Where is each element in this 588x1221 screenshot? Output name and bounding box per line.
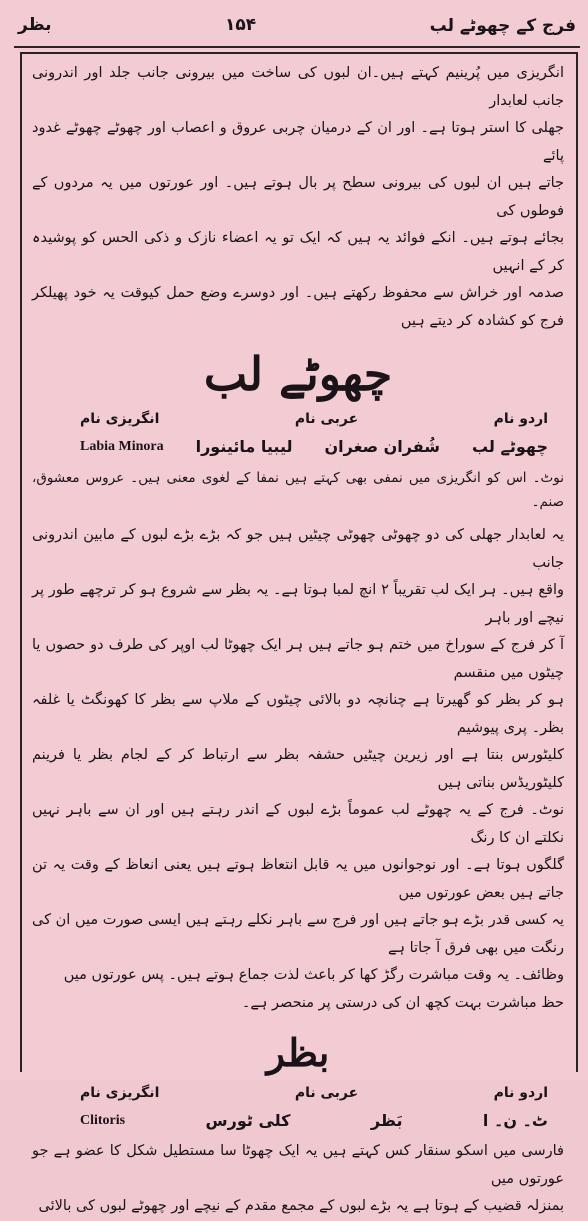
header-rule xyxy=(14,46,580,48)
label-arabic-name: عربی نام xyxy=(294,1085,359,1101)
intro-line: بجائے ہوتے ہیں۔ انکے فوائد یہ ہیں کہ ایک تو یہ اعضاء نازک و ذکی الحس کو پوشیدہ کر کے انہیں xyxy=(32,230,564,274)
name-labels-row xyxy=(32,411,564,427)
name-values-row xyxy=(32,437,564,456)
urdu-name: چھوٹے لب xyxy=(471,437,548,456)
chapter-title: فرج کے چھوٹے لب xyxy=(429,15,576,36)
label-urdu-name: اردو نام xyxy=(493,1085,548,1101)
urdu-name: ٹ۔ ن۔ ا xyxy=(482,1111,548,1130)
english-translit-name: لیبیا مائینورا xyxy=(195,437,293,456)
name-values-row xyxy=(32,1111,564,1130)
arabic-name: شُفران صغران xyxy=(324,437,440,456)
page-body xyxy=(32,60,565,1214)
page-number: ۱۵۴ xyxy=(224,15,257,35)
remark-line: یہ کسی قدر بڑے ہو جاتے ہیں اور فرج سے باہر نکلے رہتے ہیں ایسی صورت میں ان کی رنگت میں بھی فرق آ جاتا ہے xyxy=(32,912,564,956)
body-line: بمنزلہ قضیب کے ہوتا ہے یہ بڑے لبوں کے مجمع مقدم کے نیچے اور چھوٹے لبوں کی بالائی xyxy=(38,1198,564,1214)
remark-line: گلگوں ہوتا ہے۔ اور نوجوانوں میں یہ قابل انتعاظ ہوتے ہیں یعنی انعاظ کے وقت یہ تن جاتے ہیں بعض عورتوں میں xyxy=(32,857,564,901)
remark-line: حظ مباشرت بہت کچھ ان کی درستی پر منحصر ہے۔ xyxy=(241,994,564,1011)
body-line: فارسی میں اسکو سنقار کس کہتے ہیں یہ ایک چھوٹا سا مستطیل شکل کا عضو ہے جو عورتوں میں xyxy=(32,1143,564,1187)
english-translit-name: کلی ٹورس xyxy=(205,1111,291,1130)
intro-line: انگریزی میں پُرینیم کہتے ہیں۔ان لبوں کی ساخت میں بیرونی جانب جلد اور اندرونی جانب لعابدار xyxy=(32,65,564,109)
label-urdu-name: اردو نام xyxy=(493,411,548,427)
label-arabic-name: عربی نام xyxy=(294,411,359,427)
intro-paragraph xyxy=(32,60,564,335)
latin-name: Labia Minora xyxy=(80,438,164,454)
section-note: نوٹ۔ اس کو انگریزی میں نمفی بھی کہتے ہیں نمفا کے لغوی معنی ہیں۔ عروس معشوق، صنم۔ xyxy=(32,470,564,510)
name-labels-row xyxy=(32,1085,564,1101)
intro-line: جاتے ہیں ان لبوں کی بیرونی سطح پر بال ہوتے ہیں۔ اور عورتوں میں یہ مردوں کے فوطوں کی xyxy=(32,175,564,219)
remark-line: نوٹ۔ فرج کے یہ چھوٹے لب عموماً بڑے لبوں کے اندر رہتے ہیں اور ان سے باہر نہیں نکلتے ان کا رنگ xyxy=(32,802,564,846)
running-title: بظر xyxy=(18,15,52,35)
section-title-clitoris: بظر xyxy=(266,1030,330,1075)
label-english-name: انگریزی نام xyxy=(80,1085,160,1101)
arabic-name: بَظر xyxy=(370,1111,403,1130)
labia-minora-description xyxy=(32,522,564,797)
page-header xyxy=(18,8,576,42)
body-line: واقع ہیں۔ ہر ایک لب تقریباً ۲ انچ لمبا ہوتا ہے۔ یہ بظر سے شروع ہو کر ترچھے طور پر نیچے اور باہر xyxy=(32,582,565,626)
intro-line: صدمہ اور خراش سے محفوظ رکھتے ہیں۔ اور دوسرے وضع حمل کیوقت یہ خود پھیلکر فرج کو کشادہ کر دیتے ہیں xyxy=(32,285,564,329)
labia-minora-remark xyxy=(32,797,564,1017)
remark-line: وظائف۔ یہ وقت مباشرت رگڑ کھا کر باعث لذت جماع ہوتے ہیں۔ پس عورتوں میں xyxy=(63,967,564,983)
intro-line: جھلی کا استر ہوتا ہے۔ اور ان کے درمیان چربی عروق و اعصاب اور چھوٹے چھوٹے غدود پائے xyxy=(32,120,564,164)
label-english-name: انگریزی نام xyxy=(80,411,160,427)
section-title-labia-minora: چھوٹے لب xyxy=(203,347,393,401)
body-line: آ کر فرج کے سوراخ میں ختم ہو جاتے ہیں ہر ایک چھوٹا لب اوپر کی طرف دو حصوں یا چیٹوں میں منقسم xyxy=(32,637,564,681)
body-line: ہو کر بظر کو گھیرتا ہے چنانچہ دو بالائی چیٹوں کے ملاپ سے بظر کا کھونگٹ یا غلفہ بظر۔ پری پیوشیم xyxy=(32,692,564,736)
clitoris-description xyxy=(32,1138,564,1221)
body-line: کلیٹورس بنتا ہے اور زیرین چیٹیں حشفہ بظر سے ارتباط کر کے لجام بظر یا فرینم کلیٹوریڈس بناتی ہیں xyxy=(32,747,564,791)
body-line: یہ لعابدار جھلی کی دو چھوٹی چھوٹی چیٹیں ہیں جو کہ بڑے بڑے لبوں کے مابین اندرونی جانب xyxy=(32,527,564,571)
latin-name: Clitoris xyxy=(80,1112,126,1128)
